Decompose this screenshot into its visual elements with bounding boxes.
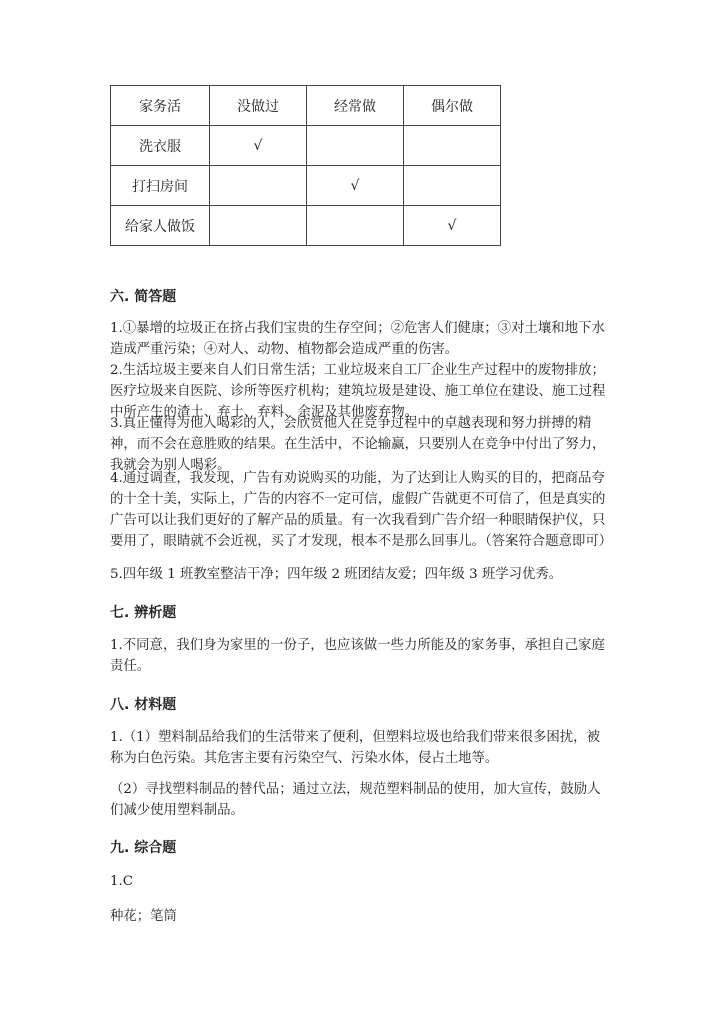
header-cell: 没做过	[210, 86, 307, 126]
header-cell: 经常做	[307, 86, 404, 126]
table-header-row	[111, 86, 501, 126]
table-row	[111, 206, 501, 246]
check-mark	[210, 206, 307, 246]
table-row	[111, 126, 501, 166]
answer-item: 1.不同意，我们身为家里的一份子，也应该做一些力所能及的家务事，承担自己家庭责任。	[110, 638, 605, 674]
section-title-discrimination: 七. 辨析题	[110, 605, 177, 621]
section-title-material: 八. 材料题	[110, 697, 177, 713]
answer-item: 1.（1）塑料制品给我们的生活带来了便利，但塑料垃圾也给我们带来很多困扰，被称为白色污染。其危害主要有污染空气、污染水体，侵占土地等。	[110, 730, 600, 766]
answer-item: 1.①暴增的垃圾正在挤占我们宝贵的生存空间；②危害人们健康；③对土壤和地下水造成严重污染；④对人、动物、植物都会造成严重的伤害。	[110, 321, 605, 357]
answer-item: 3.真正懂得为他人喝彩的人，会欣赏他人在竞争过程中的卓越表现和努力拼搏的精神，而不会在意胜败的结果。在生活中，不论输赢，只要别人在竞争中付出了努力，我就会为别人喝彩。	[110, 416, 606, 473]
header-cell: 家务活	[111, 86, 210, 126]
header-cell: 偶尔做	[404, 86, 501, 126]
check-mark	[307, 206, 404, 246]
check-mark: √	[307, 166, 404, 206]
check-mark	[210, 166, 307, 206]
answer-item: 1.C	[110, 874, 134, 889]
section-title-comprehensive: 九. 综合题	[110, 840, 177, 856]
chores-table	[110, 85, 501, 246]
section-title-short-answer: 六. 简答题	[110, 289, 177, 305]
task-cell: 洗衣服	[111, 126, 210, 166]
check-mark	[404, 126, 501, 166]
answer-item: 2.生活垃圾主要来自人们日常生活；工业垃圾来自工厂企业生产过程中的废物排放；医疗垃圾来自医院、诊所等医疗机构；建筑垃圾是建设、施工单位在建设、施工过程中所产生的渣土、弃土、弃料、余泥及其他废弃物。	[110, 363, 606, 420]
answer-item: 4.通过调查，我发现，广告有劝说购买的功能，为了达到让人购买的目的，把商品夸的十全十美，实际上，广告的内容不一定可信，虚假广告就更不可信了，但是真实的广告可以让我们更好的了解产品的质量。有一次我看到广告介绍一种眼睛保护仪，只要用了，眼睛就不会近视，买了才发现，根本不是那么回事儿。（答案符合题意即可）	[110, 471, 613, 549]
task-cell: 打扫房间	[111, 166, 210, 206]
answer-item: 种花；笔筒	[110, 909, 177, 924]
check-mark	[404, 166, 501, 206]
check-mark	[307, 126, 404, 166]
check-mark: √	[210, 126, 307, 166]
answer-item: 5.四年级 1 班教室整洁干净；四年级 2 班团结友爱；四年级 3 班学习优秀。	[110, 567, 563, 582]
check-mark: √	[404, 206, 501, 246]
answer-item: （2）寻找塑料制品的替代品；通过立法，规范塑料制品的使用，加大宣传，鼓励人们减少使用塑料制品。	[110, 782, 601, 818]
task-cell: 给家人做饭	[111, 206, 210, 246]
table-row	[111, 166, 501, 206]
